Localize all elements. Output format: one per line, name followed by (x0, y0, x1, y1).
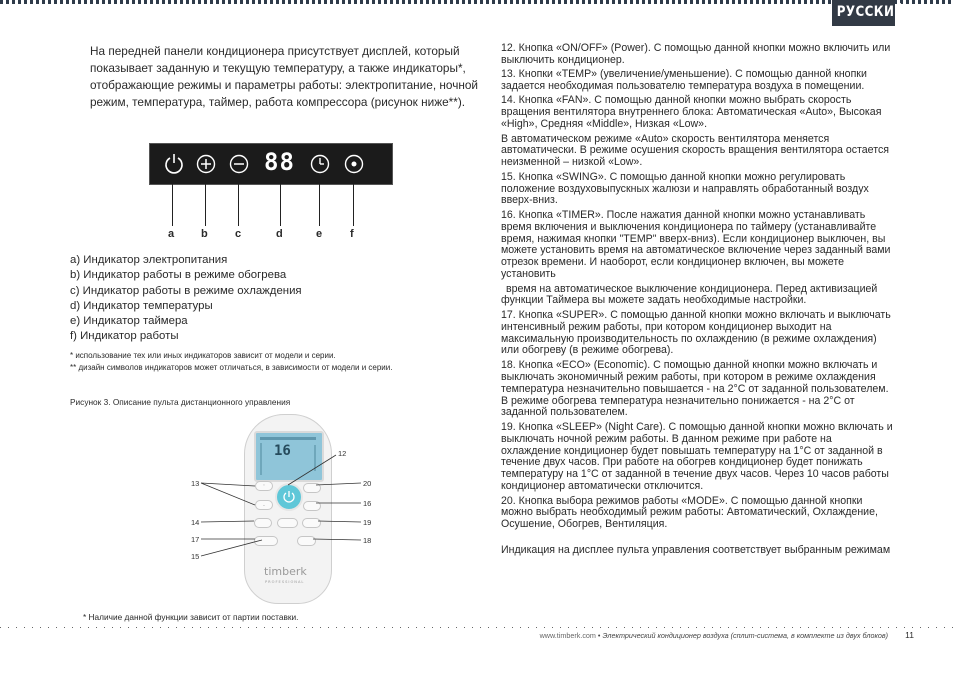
indicator-label-d: d (276, 228, 283, 240)
paragraph-19: 19. Кнопка «SLEEP» (Night Care). С помощью данной кнопки можно включать и выключать ночной режим работы. В данном режиме при работе на охлаждение кондиционер будет повышать температуру на 1°С от заданной в течение двух часов. При работе на обогрев кондиционер будет понижать температуру на 1°С от заданной в течение двух часов. Через 10 часов работы кондиционер автоматически отключится. (501, 420, 893, 493)
callout-17: 17 (191, 535, 200, 544)
remote-temp-up-button: ⌃ (255, 481, 273, 491)
note-2: ** дизайн символов индикаторов может отличаться, в зависимости от модели и серии. (70, 362, 393, 372)
remote-brand-sub: PROFESSIONAL (265, 580, 305, 584)
page-number: 11 (905, 630, 914, 640)
indicator-label-e: e (316, 228, 323, 240)
callout-19: 19 (363, 518, 372, 527)
list-item: e) Индикатор таймера (70, 315, 188, 328)
paragraph-14: 14. Кнопка «FAN». С помощью данной кнопки можно выбрать скорость вращения вентилятора внутреннего блока: Автоматическая «Auto», Высокая «High», Средняя «Middle», Низкая «Low». (501, 94, 882, 131)
list-item: c) Индикатор работы в режиме охлаждения (70, 284, 302, 297)
remote-brand: timberk (264, 565, 307, 578)
paragraph-18: 18. Кнопка «ECO» (Economic). С помощью данной кнопки можно включать и выключать экономичный режим работы, при котором в режиме охлаждения температура незначительно повышается - на 2°С от заданной пользователем. В режиме обогрева температура незначительно понижается - на 2°С от заданной пользователем. (501, 358, 889, 419)
intro-paragraph: На передней панели кондиционера присутствует дисплей, который показывает заданную и текущую температуру, а также индикаторы*, отображающие режимы и параметры работы: электропитание, ночной режим, температура, таймер, работа компрессора (рисунок ниже**). (90, 44, 479, 109)
bottom-footnote: * Наличие данной функции зависит от партии поставки. (83, 612, 299, 622)
callout-18: 18 (363, 536, 372, 545)
paragraph-display-note: Индикация на дисплее пульта управления соответствует выбранным режимам (501, 544, 891, 557)
paragraph-auto: В автоматическом режиме «Auto» скорость вентилятора меняется автоматически. В режиме осушения скорость вращения вентилятора остается неизменной – низкой «Low». (501, 132, 889, 169)
callout-14: 14 (191, 518, 200, 527)
list-item: d) Индикатор температуры (70, 299, 213, 312)
temperature-digits: 88 (264, 148, 295, 176)
footer: www.timberk.com • Электрический кондиционер воздуха (сплит-система, в комплекте из двух блоков) (539, 631, 888, 640)
paragraph-17: 17. Кнопка «SUPER». С помощью данной кнопки можно включать и выключать интенсивный режим работы, при котором кондиционер выходит на максимальную производительность по охлаждению (в режиме охлаждения) или обогреву (в режиме обогрева). (501, 308, 891, 357)
language-tab-label: РУССКИЙ (836, 4, 905, 20)
callout-12: 12 (338, 449, 347, 458)
callout-20: 20 (363, 479, 372, 488)
footer-text: Электрический кондиционер воздуха (сплит-система, в комплекте из двух блоков) (602, 631, 888, 640)
callout-13: 13 (191, 479, 200, 488)
indicator-label-f: f (350, 228, 354, 240)
remote-temp-down-button: ⌄ (255, 500, 273, 510)
indicator-label-b: b (201, 228, 208, 240)
remote-screen-digits: 16 (274, 443, 291, 459)
list-item: f) Индикатор работы (70, 330, 179, 343)
indicator-label-c: c (235, 228, 242, 240)
footer-divider (0, 627, 954, 628)
note-1: * использование тех или иных индикаторов зависит от модели и серии. (70, 351, 336, 360)
paragraph-12: 12. Кнопка «ON/OFF» (Power). С помощью данной кнопки можно включить или выключить кондиционер. (501, 42, 891, 66)
callout-16: 16 (363, 499, 372, 508)
footer-url: www.timberk.com (539, 631, 596, 640)
figure-caption: Рисунок 3. Описание пульта дистанционного управления (70, 397, 291, 407)
list-item: a) Индикатор электропитания (70, 254, 228, 266)
list-item: b) Индикатор работы в режиме обогрева (70, 269, 287, 282)
paragraph-16-cont: время на автоматическое выключение кондиционера. Перед активизацией функции Таймера вы можете задать необходимые настройки. (501, 282, 878, 307)
paragraph-13: 13. Кнопки «TEMP» (увеличение/уменьшение). С помощью данной кнопки задается необходимая пользователю температура воздуха в помещении. (501, 68, 867, 93)
paragraph-20: 20. Кнопка выбора режимов работы «MODE». С помощью данной кнопки можно выбрать необходимый режим работы: Автоматический, Охлаждение, Осушение, Обогрев, Вентиляция. (501, 494, 878, 531)
right-column (501, 43, 893, 560)
callout-15: 15 (191, 552, 200, 561)
paragraph-15: 15. Кнопка «SWING». С помощью данной кнопки можно регулировать положение воздуховыпускных жалюзи и направлять обработанный воздух вверх-вниз. (501, 170, 869, 207)
paragraph-16: 16. Кнопка «TIMER». После нажатия данной кнопки можно устанавливать время включения и выключения кондиционера по таймеру (устанавливайте время, нажимая кнопки "TEMP" вверх-вниз). Если кондиционер выключен, вы можете установить время на автоматическое включение через заданный вами отрезок времени. И наоборот, если кондиционер включен, вы можете установить (501, 208, 891, 281)
indicator-label-a: a (168, 228, 175, 240)
